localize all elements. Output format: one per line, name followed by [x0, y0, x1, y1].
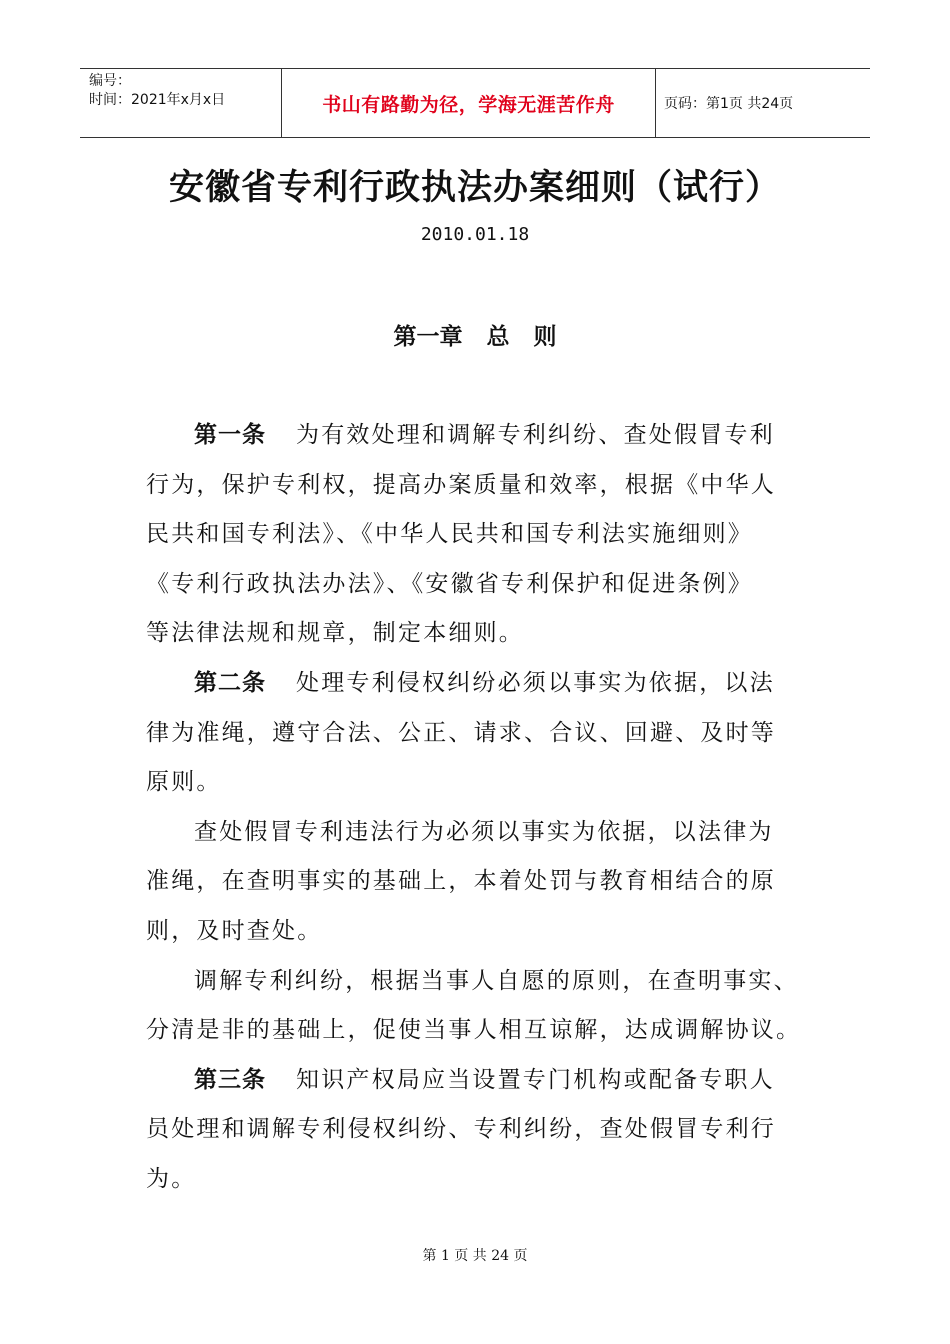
paragraph-line	[146, 659, 811, 709]
number-label: 编号：	[89, 73, 131, 89]
paragraph-text: 处理专利侵权纠纷必须以事实为依据，以法	[296, 669, 775, 696]
paragraph-line: 民共和国专利法》、《中华人民共和国专利法实施细则》	[146, 521, 753, 548]
document-title: 安徽省专利行政执法办案细则（试行）	[168, 168, 781, 208]
article-label: 第二条	[194, 669, 266, 696]
header-meta-cell	[80, 69, 281, 137]
paragraph-line: 查处假冒专利违法行为必须以事实为依据，以法律为	[194, 818, 774, 845]
paragraph-line: 为。	[146, 1165, 197, 1192]
paragraph-text: 为有效处理和调解专利纠纷、查处假冒专利	[296, 422, 775, 448]
article-label: 第一条	[194, 422, 266, 448]
paragraph-text: 知识产权局应当设置专门机构或配备专职人	[296, 1066, 775, 1093]
article-label: 第三条	[194, 1066, 266, 1093]
header-motto-cell	[281, 69, 656, 137]
page-footer: 第 1 页 共 24 页	[422, 1248, 528, 1264]
time-label: 时间：2021年x月x日	[89, 92, 226, 108]
paragraph-line	[146, 1056, 811, 1106]
document-body	[146, 411, 811, 1205]
paragraph-line: 员处理和调解专利侵权纠纷、专利纠纷，查处假冒专利行	[146, 1116, 776, 1143]
header-table	[80, 68, 870, 138]
paragraph-line: 分清是非的基础上，促使当事人相互谅解，达成调解协议。	[146, 1017, 802, 1044]
paragraph-line: 等法律法规和规章，制定本细则。	[146, 620, 524, 647]
page-info: 页码：第1页 共24页	[664, 96, 794, 112]
paragraph-line: 则，及时查处。	[146, 917, 323, 944]
chapter-heading: 第一章 总 则	[393, 324, 557, 350]
motto-text: 书山有路勤为径，学海无涯苦作舟	[322, 93, 615, 116]
paragraph-line: 调解专利纠纷，根据当事人自愿的原则，在查明事实、	[194, 967, 799, 994]
paragraph-line: 原则。	[146, 769, 222, 796]
paragraph-line: 准绳，在查明事实的基础上，本着处罚与教育相结合的原	[146, 868, 776, 895]
document-date: 2010.01.18	[420, 224, 530, 245]
paragraph-line	[146, 411, 811, 461]
header-page-cell	[654, 69, 870, 137]
paragraph-line: 《专利行政执法办法》、《安徽省专利保护和促进条例》	[146, 570, 753, 597]
paragraph-line: 行为，保护专利权，提高办案质量和效率，根据《中华人	[146, 471, 776, 498]
paragraph-line: 律为准绳，遵守合法、公正、请求、合议、回避、及时等	[146, 719, 776, 746]
